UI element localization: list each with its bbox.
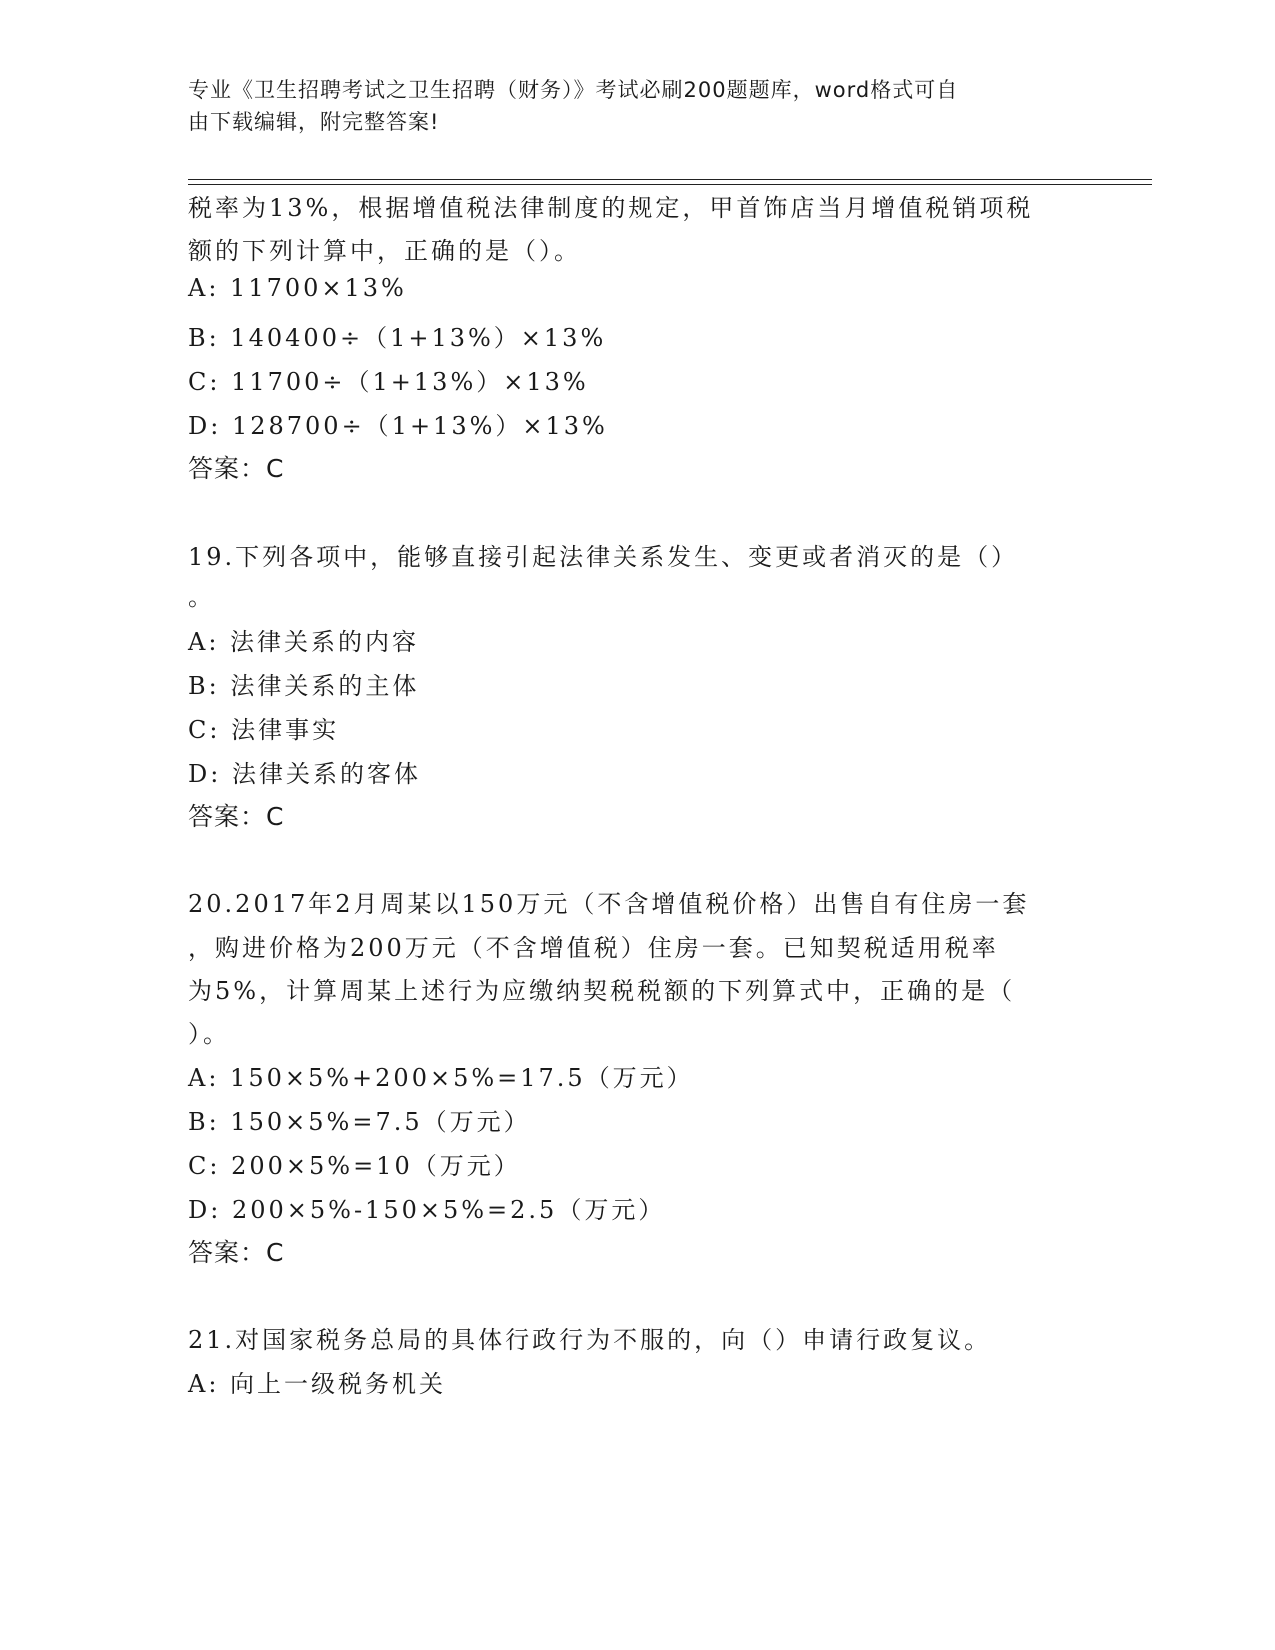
q20-option-b: B: 150×5%=7.5（万元）	[188, 1108, 531, 1136]
q20-option-a: A: 150×5%+200×5%=17.5（万元）	[188, 1064, 694, 1092]
header-divider-bottom	[188, 184, 1152, 185]
q21-option-a: A: 向上一级税务机关	[188, 1370, 447, 1398]
q18-option-b: B: 140400÷（1+13%）×13%	[188, 324, 607, 352]
q18-answer: 答案：C	[188, 454, 285, 483]
q21-stem-line-1: 21.对国家税务总局的具体行政行为不服的，向（）申请行政复议。	[188, 1326, 992, 1354]
q19-answer: 答案：C	[188, 802, 285, 831]
q20-stem-line-2: ，购进价格为200万元（不含增值税）住房一套。已知契税适用税率	[188, 934, 999, 962]
q20-option-d: D: 200×5%-150×5%=2.5（万元）	[188, 1196, 666, 1224]
q18-option-d: D: 128700÷（1+13%）×13%	[188, 412, 608, 440]
q19-option-d: D: 法律关系的客体	[188, 760, 421, 788]
header-divider-top	[188, 179, 1152, 180]
q18-option-a: A: 11700×13%	[188, 274, 407, 302]
q20-answer: 答案：C	[188, 1238, 285, 1267]
q19-option-c: C: 法律事实	[188, 716, 340, 744]
q19-option-b: B: 法律关系的主体	[188, 672, 420, 700]
q19-stem-line-2: 。	[188, 583, 215, 611]
q19-stem-line-1: 19.下列各项中，能够直接引起法律关系发生、变更或者消灭的是（）	[188, 543, 1019, 571]
q20-stem-line-4: ）。	[188, 1020, 230, 1048]
q19-option-a: A: 法律关系的内容	[188, 628, 420, 656]
q20-stem-line-1: 20.2017年2月周某以150万元（不含增值税价格）出售自有住房一套	[188, 890, 1030, 918]
q20-stem-line-3: 为5%，计算周某上述行为应缴纳契税税额的下列算式中，正确的是（	[188, 977, 1016, 1005]
q18-option-c: C: 11700÷（1+13%）×13%	[188, 368, 589, 396]
q18-stem-line-2: 额的下列计算中，正确的是（）。	[188, 237, 581, 265]
document-header	[188, 74, 1068, 138]
header-line-1: 专业《卫生招聘考试之卫生招聘（财务）》考试必刷200题题库，word格式可自	[188, 78, 959, 102]
q20-option-c: C: 200×5%=10（万元）	[188, 1152, 521, 1180]
header-line-2: 由下载编辑，附完整答案!	[188, 110, 440, 134]
q18-stem-line-1: 税率为13%，根据增值税法律制度的规定，甲首饰店当月增值税销项税	[188, 194, 1034, 222]
